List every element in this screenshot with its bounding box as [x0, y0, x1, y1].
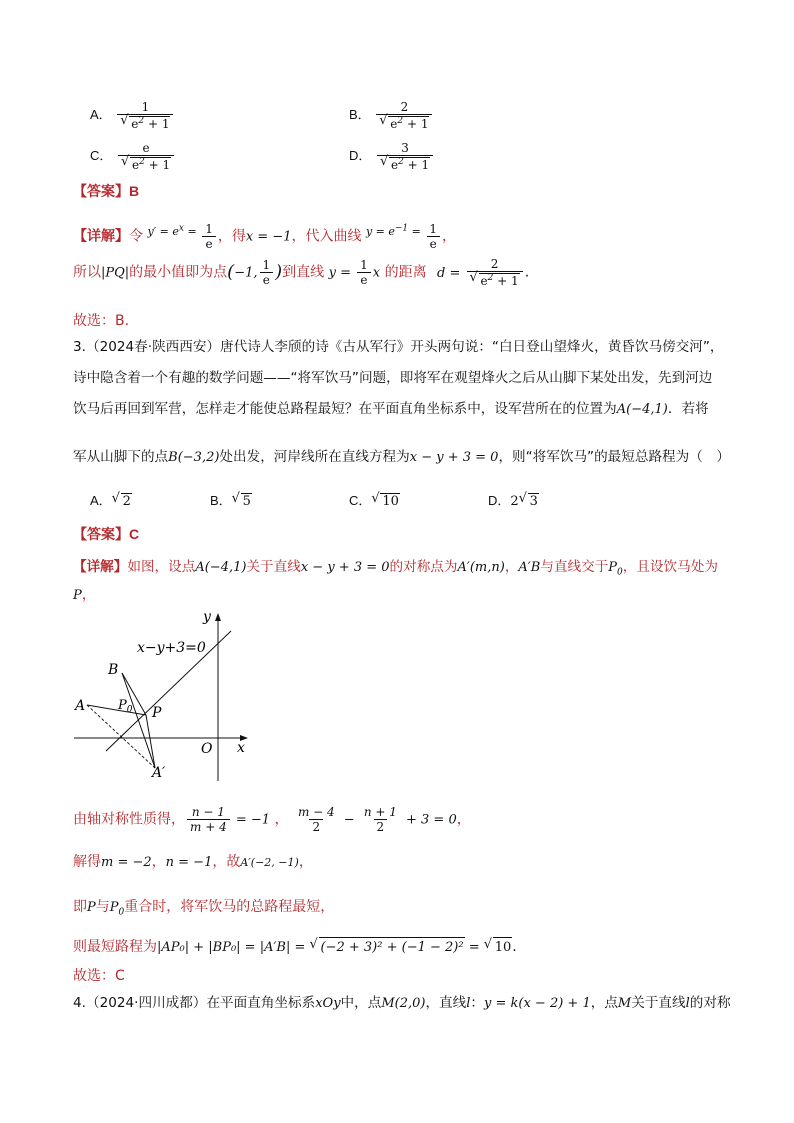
option-c-fraction: e √ $e^2 + 1$: [118, 142, 174, 171]
q3-option-d: D．2√ 3: [488, 490, 539, 509]
option-c: [90, 142, 176, 171]
segment-b-a-prime: [122, 673, 155, 768]
q3-detail-line1: 【详解】如图，设点A(−4,1)关于直线x − y + 3 = 0的对称点为A′(m,n)，A′B与直线交于$P_0$，且设饮马处为: [73, 559, 718, 578]
option-d: [349, 142, 435, 171]
reflection-diagram: [70, 605, 255, 785]
fig-a-label: A: [75, 698, 86, 714]
q3-line3: 饮马后再回到军营，怎样走才能使总路程最短？在平面直角坐标系中，设军营所在的位置为A(−4,1)．若将: [73, 401, 709, 417]
fig-a-prime-label: A′: [152, 765, 166, 781]
y-axis-arrow: [215, 613, 221, 621]
q2-answer: 【答案】B: [73, 183, 140, 200]
q3-coincide-line: 即P与$P_0$重合时，将军饮马的总路程最短，: [73, 899, 335, 918]
fig-p-label: P: [152, 705, 162, 721]
q3-solve-line: 解得m = −2，n = −1，故A′(−2, −1)，: [73, 854, 313, 870]
q3-option-a: A．√ 2: [90, 490, 132, 509]
fig-origin-label: O: [201, 741, 213, 757]
option-d-label: D．: [349, 148, 372, 164]
q4-line1: 4.（2024·四川成都）在平面直角坐标系xOy中，点M(2,0)，直线l：y = k(x − 2) + 1，点M关于直线l的对称: [73, 995, 731, 1011]
fig-x-label: x: [237, 740, 245, 756]
option-a-label: A．: [90, 107, 112, 123]
fig-line-label: x−y+3=0: [137, 640, 206, 656]
option-b-label: B．: [349, 107, 371, 123]
q2-detail-line1: 【详解】令 $^{y' = e^x =}$ $\frac{1}{e}$ ，得x = −1，代入曲线 $^{y = e^{-1} =}$ $\frac{1}{e}$ ，: [73, 222, 457, 251]
fig-y-label: y: [203, 609, 211, 625]
fig-p0-label: $P_0$: [118, 698, 133, 715]
q3-detail-line2: P，: [73, 587, 96, 603]
option-a-fraction: 1 √ $e^2 + 1$: [117, 101, 173, 130]
fig-b-label: B: [108, 662, 119, 678]
option-c-label: C．: [90, 148, 113, 164]
q3-symmetry-line: 由轴对称性质得， $\frac{n - 1}{m + 4}$ = −1 ， $\frac{m - 4}{2}$ − $\frac{n + 1}{2}$ + 3 = 0，: [73, 805, 471, 834]
q3-line1: 3.（2024春·陕西西安）唐代诗人李颀的诗《古从军行》开头两句说：“白日登山望烽火，黄昏饮马傍交河”，: [73, 339, 724, 355]
option-a: [90, 101, 175, 130]
option-d-fraction: 3 √ $e^2 + 1$: [377, 142, 433, 171]
segment-a-prime-p: [146, 715, 155, 768]
q2-conclusion: 故选：B.: [73, 313, 130, 329]
q3-line2: 诗中隐含着一个有趣的数学问题——“将军饮马”问题，即将军在观望烽火之后从山脚下某处出发，先到河边: [73, 370, 713, 386]
q2-detail-line2: 所以|PQ|的最小值即为点(−1, $\frac{1}{e}$ )到直线 y = $\frac{1}{e}$ x 的距离 d = 2 √ $e^2 + 1$ .: [73, 258, 529, 287]
option-b: [349, 101, 434, 130]
q3-line4: 军从山脚下的点B(−3,2)处出发，河岸线所在直线方程为x − y + 3 = 0，则“将军饮马”的最短总路程为（ ）: [73, 449, 731, 465]
q3-option-b: B．√ 5: [210, 490, 252, 509]
q3-answer: 【答案】C: [73, 526, 140, 543]
q3-conclusion: 故选：C: [73, 968, 125, 984]
option-b-fraction: 2 √ $e^2 + 1$: [376, 101, 432, 130]
q3-min-line: 则最短路程为|AP₀| + |BP₀| = |A′B| = √ (−2 + 3)² + (−1 − 2)² = √ 10.: [73, 937, 517, 958]
q3-option-c: C．√ 10: [349, 490, 400, 509]
